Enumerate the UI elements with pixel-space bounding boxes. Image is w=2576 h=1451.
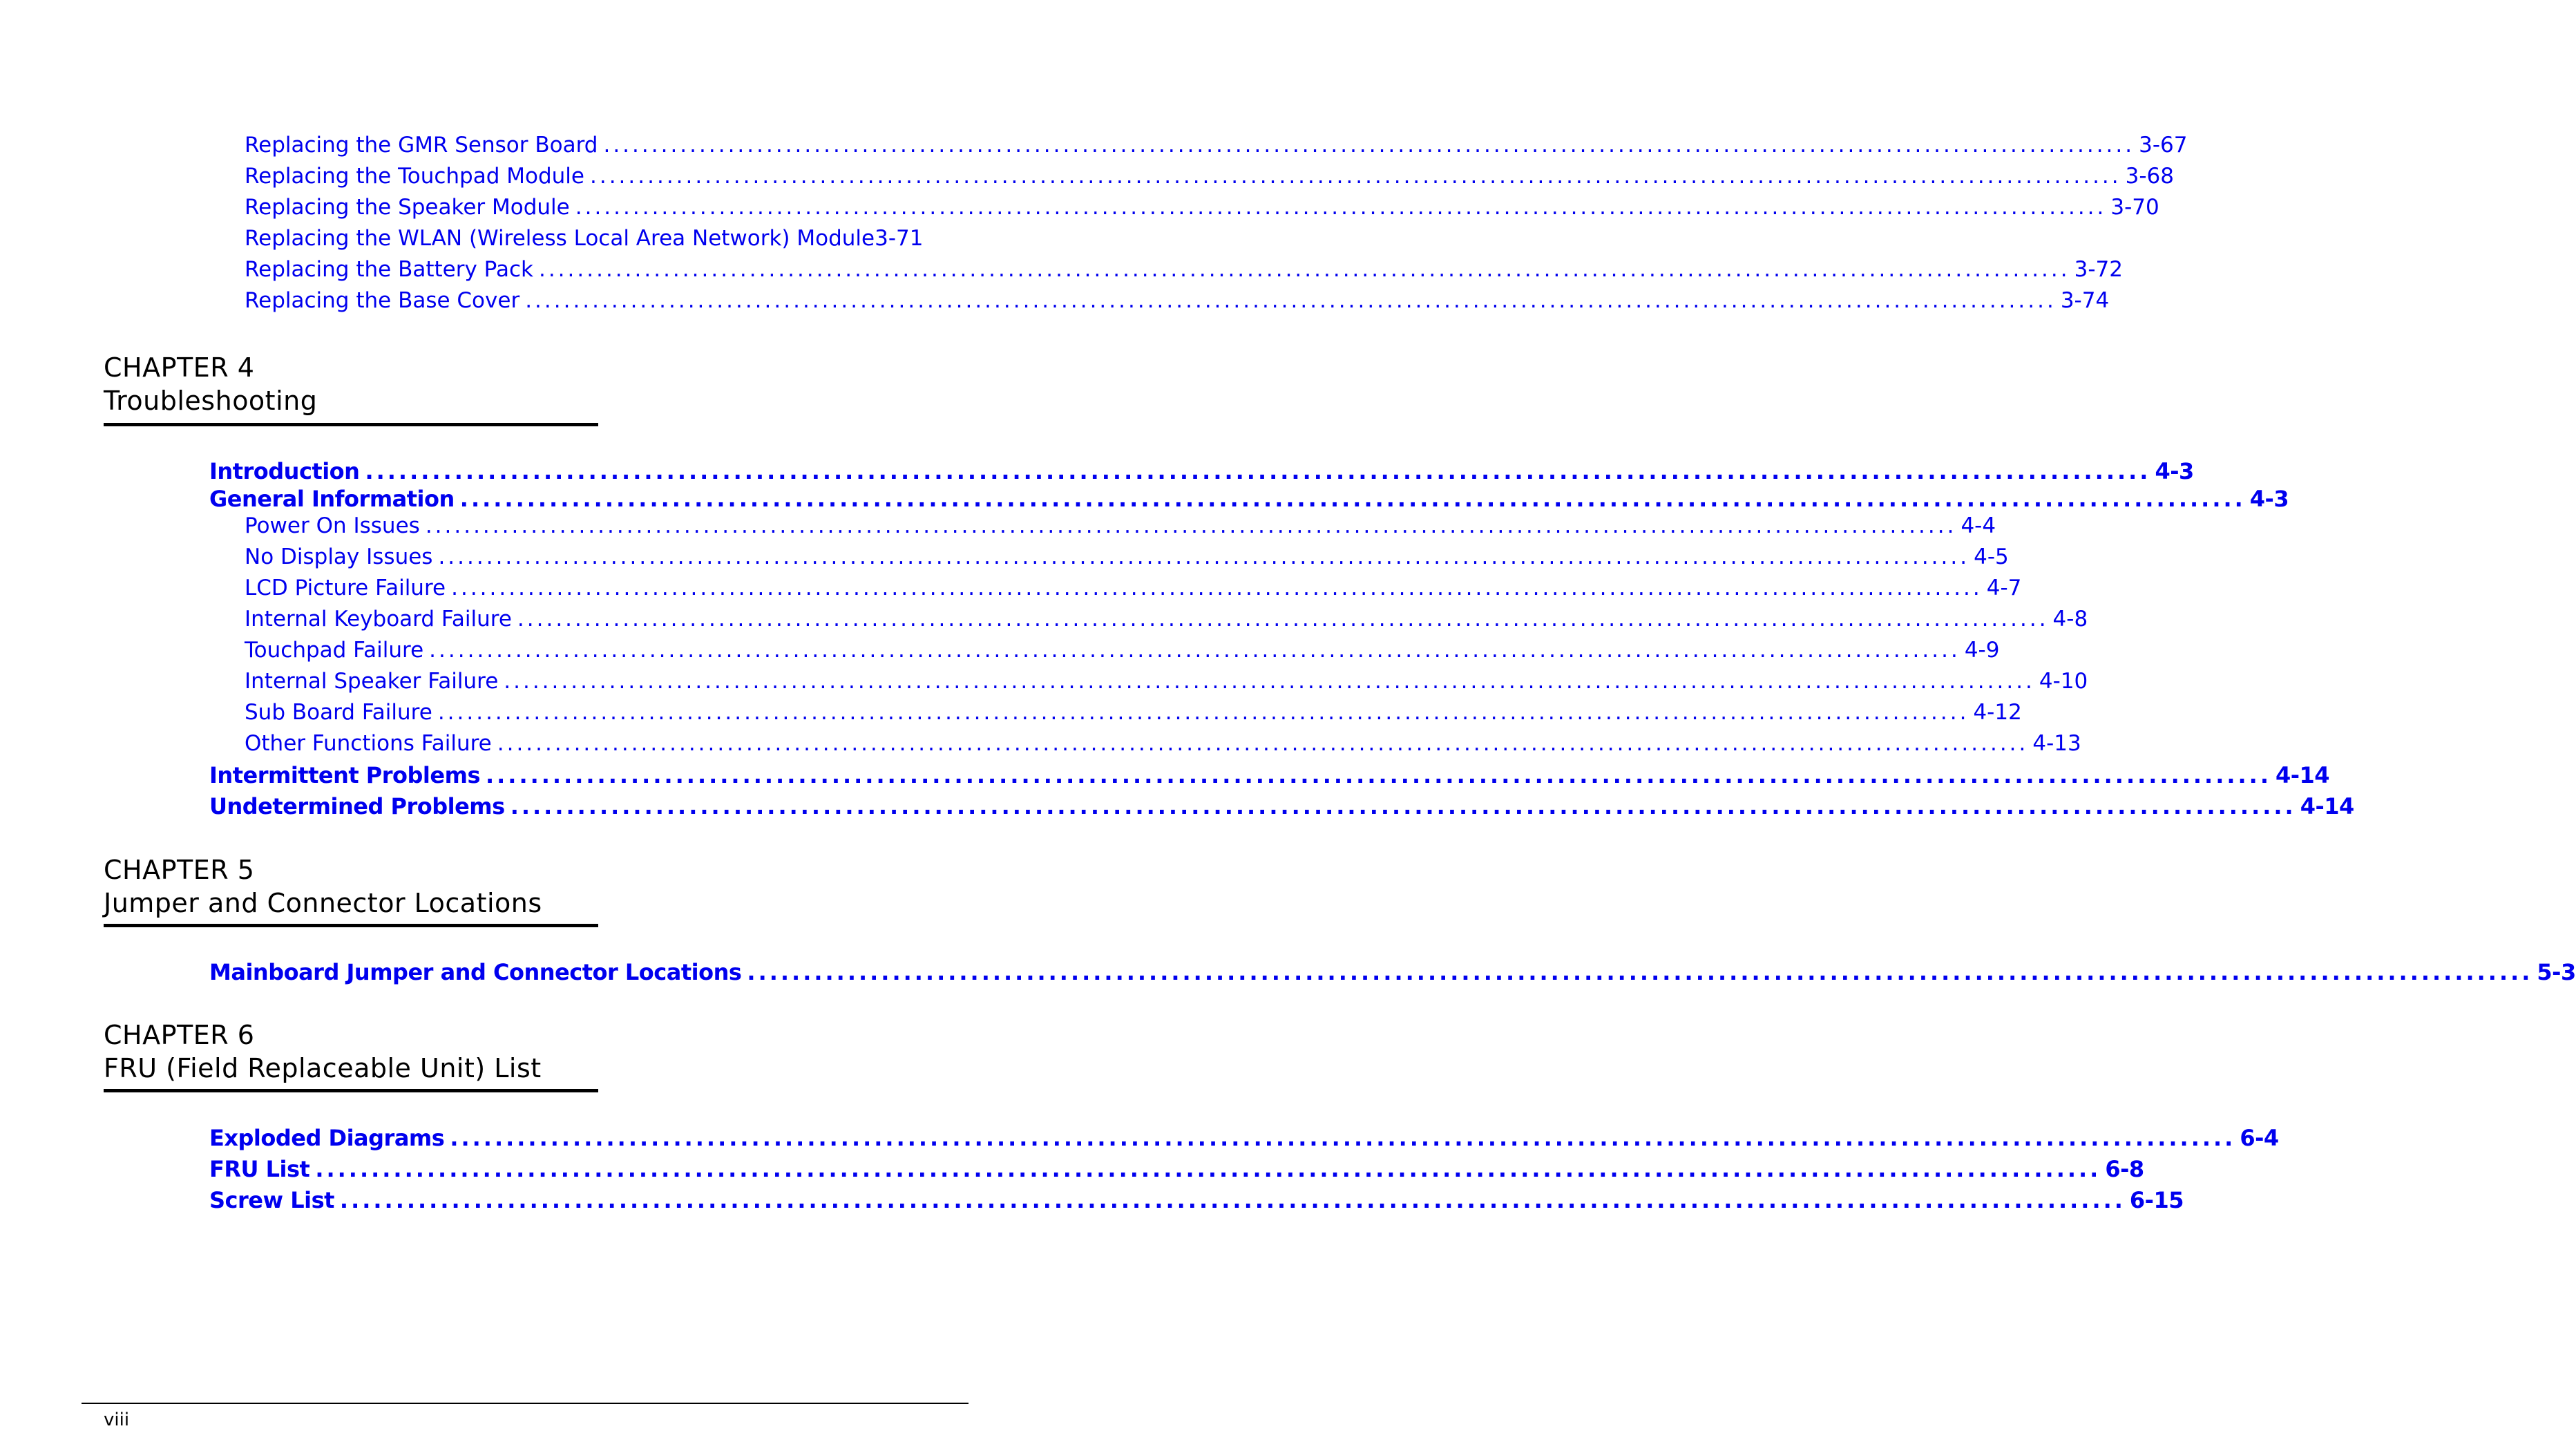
dot-leader: ................................................................................................................................................................ <box>429 638 1960 663</box>
toc-entry-mainboard-jumper-connector-locations[interactable] <box>209 959 2576 985</box>
toc-entry-page: 4-3 <box>2249 486 2289 512</box>
dot-leader: ................................................................................................................................................................ <box>589 164 2121 189</box>
toc-entry-replacing-speaker-module[interactable] <box>245 195 2159 220</box>
dot-leader: ................................................................................................................................................................ <box>437 700 1969 725</box>
toc-entry-other-functions-failure[interactable] <box>245 731 2081 756</box>
toc-entry-fru-list[interactable] <box>209 1156 2144 1182</box>
toc-entry-label: LCD Picture Failure <box>245 576 446 600</box>
toc-entry-page: 6-8 <box>2105 1156 2144 1182</box>
toc-entry-undetermined-problems[interactable] <box>209 793 2354 819</box>
chapter-number: CHAPTER 5 <box>104 855 255 885</box>
toc-entry-label: Internal Keyboard Failure <box>245 607 512 632</box>
toc-entry-label: Replacing the WLAN (Wireless Local Area Network) Module <box>245 226 875 251</box>
toc-entry-label: No Display Issues <box>245 544 433 569</box>
toc-entry-label: Touchpad Failure <box>245 638 424 663</box>
toc-entry-page: 3-67 <box>2139 133 2188 158</box>
toc-entry-page: 6-15 <box>2129 1187 2184 1213</box>
dot-leader: ................................................................................................................................................................ <box>438 544 1970 569</box>
toc-entry-general-information[interactable] <box>209 486 2289 512</box>
dot-leader: ................................................................................................................................................................ <box>459 486 2246 512</box>
toc-entry-page: 3-72 <box>2074 257 2123 282</box>
toc-entry-page: 4-9 <box>1964 638 2000 663</box>
toc-entry-introduction[interactable] <box>209 458 2194 484</box>
toc-entry-replacing-wlan-module[interactable] <box>245 226 942 251</box>
toc-entry-page: 4-3 <box>2155 458 2194 484</box>
toc-entry-label: Other Functions Failure <box>245 731 492 756</box>
toc-entry-label: General Information <box>209 486 455 512</box>
chapter-title: Troubleshooting <box>104 386 318 416</box>
toc-entry-touchpad-failure[interactable] <box>245 638 2000 663</box>
chapter-number: CHAPTER 4 <box>104 352 255 383</box>
chapter-number: CHAPTER 6 <box>104 1020 255 1050</box>
chapter-rule <box>104 423 598 426</box>
toc-entry-label: Mainboard Jumper and Connector Locations <box>209 959 742 985</box>
dot-leader: ................................................................................................................................................................ <box>365 458 2151 484</box>
toc-entry-replacing-gmr-sensor-board[interactable] <box>245 133 2188 158</box>
chapter-rule <box>104 924 598 927</box>
toc-entry-label: Power On Issues <box>245 513 420 538</box>
toc-entry-page: 3-71 <box>875 226 924 251</box>
toc-entry-screw-list[interactable] <box>209 1187 2184 1213</box>
toc-entry-page: 4-5 <box>1974 544 2009 569</box>
toc-entry-page: 5-3 <box>2537 959 2576 985</box>
toc-entry-label: Introduction <box>209 458 360 484</box>
toc-entry-no-display-issues[interactable] <box>245 544 2009 569</box>
dot-leader: ................................................................................................................................................................ <box>575 195 2107 220</box>
dot-leader: ................................................................................................................................................................ <box>451 576 1983 600</box>
toc-entry-replacing-base-cover[interactable] <box>245 288 2110 313</box>
toc-entry-label: Replacing the Battery Pack <box>245 257 533 282</box>
toc-entry-label: Undetermined Problems <box>209 793 505 819</box>
dot-leader: ................................................................................................................................................................ <box>517 607 2049 632</box>
toc-entry-page: 4-10 <box>2039 669 2088 694</box>
dot-leader: ................................................................................................................................................................ <box>450 1125 2236 1151</box>
toc-entry-intermittent-problems[interactable] <box>209 762 2330 788</box>
toc-entry-sub-board-failure[interactable] <box>245 700 2022 725</box>
toc-entry-page: 6-4 <box>2240 1125 2279 1151</box>
dot-leader: ................................................................................................................................................................ <box>504 669 2035 694</box>
toc-entry-label: Replacing the Base Cover <box>245 288 520 313</box>
chapter-heading <box>104 351 317 417</box>
toc-entry-internal-keyboard-failure[interactable] <box>245 607 2088 632</box>
dot-leader: ................................................................................................................................................................ <box>510 793 2296 819</box>
toc-entry-page: 4-8 <box>2052 607 2088 632</box>
toc-entry-label: Exploded Diagrams <box>209 1125 445 1151</box>
footer-rule <box>82 1403 969 1404</box>
toc-entry-label: FRU List <box>209 1156 310 1182</box>
dot-leader: ................................................................................................................................................................ <box>425 513 1957 538</box>
toc-entry-page: 4-12 <box>1973 700 2022 725</box>
dot-leader: ................................................................................................................................................................ <box>339 1187 2126 1213</box>
dot-leader: ................................................................................................................................................................ <box>603 133 2135 158</box>
dot-leader: ................................................................................................................................................................ <box>485 762 2271 788</box>
toc-entry-label: Internal Speaker Failure <box>245 669 499 694</box>
chapter-heading <box>104 853 542 920</box>
toc-entry-label: Screw List <box>209 1187 334 1213</box>
toc-entry-replacing-battery-pack[interactable] <box>245 257 2123 282</box>
toc-entry-page: 3-70 <box>2110 195 2159 220</box>
toc-entry-page: 4-4 <box>1960 513 1996 538</box>
toc-entry-exploded-diagrams[interactable] <box>209 1125 2279 1151</box>
toc-entry-replacing-touchpad-module[interactable] <box>245 164 2174 189</box>
chapter-title: FRU (Field Replaceable Unit) List <box>104 1053 542 1083</box>
toc-entry-label: Intermittent Problems <box>209 762 480 788</box>
chapter-heading <box>104 1018 542 1085</box>
toc-entry-page: 4-14 <box>2300 793 2354 819</box>
toc-entry-label: Sub Board Failure <box>245 700 432 725</box>
dot-leader: ................................................................................................................................................................ <box>747 959 2533 985</box>
toc-entry-page: 4-13 <box>2032 731 2081 756</box>
toc-entry-power-on-issues[interactable] <box>245 513 1996 538</box>
toc-entry-lcd-picture-failure[interactable] <box>245 576 2022 600</box>
toc-entry-label: Replacing the Speaker Module <box>245 195 570 220</box>
page-number: viii <box>104 1410 130 1430</box>
toc-entry-internal-speaker-failure[interactable] <box>245 669 2088 694</box>
toc-entry-page: 3-74 <box>2060 288 2110 313</box>
toc-entry-page: 3-68 <box>2125 164 2174 189</box>
toc-entry-page: 4-14 <box>2275 762 2330 788</box>
toc-entry-label: Replacing the Touchpad Module <box>245 164 584 189</box>
toc-entry-page: 4-7 <box>1986 576 2022 600</box>
dot-leader: ................................................................................................................................................................ <box>525 288 2057 313</box>
dot-leader: ................................................................................................................................................................ <box>497 731 2029 756</box>
chapter-title: Jumper and Connector Locations <box>104 888 542 918</box>
chapter-rule <box>104 1089 598 1092</box>
toc-entry-label: Replacing the GMR Sensor Board <box>245 133 598 158</box>
dot-leader: ................................................................................................................................................................ <box>315 1156 2101 1182</box>
dot-leader: ................................................................................................................................................................ <box>538 257 2070 282</box>
